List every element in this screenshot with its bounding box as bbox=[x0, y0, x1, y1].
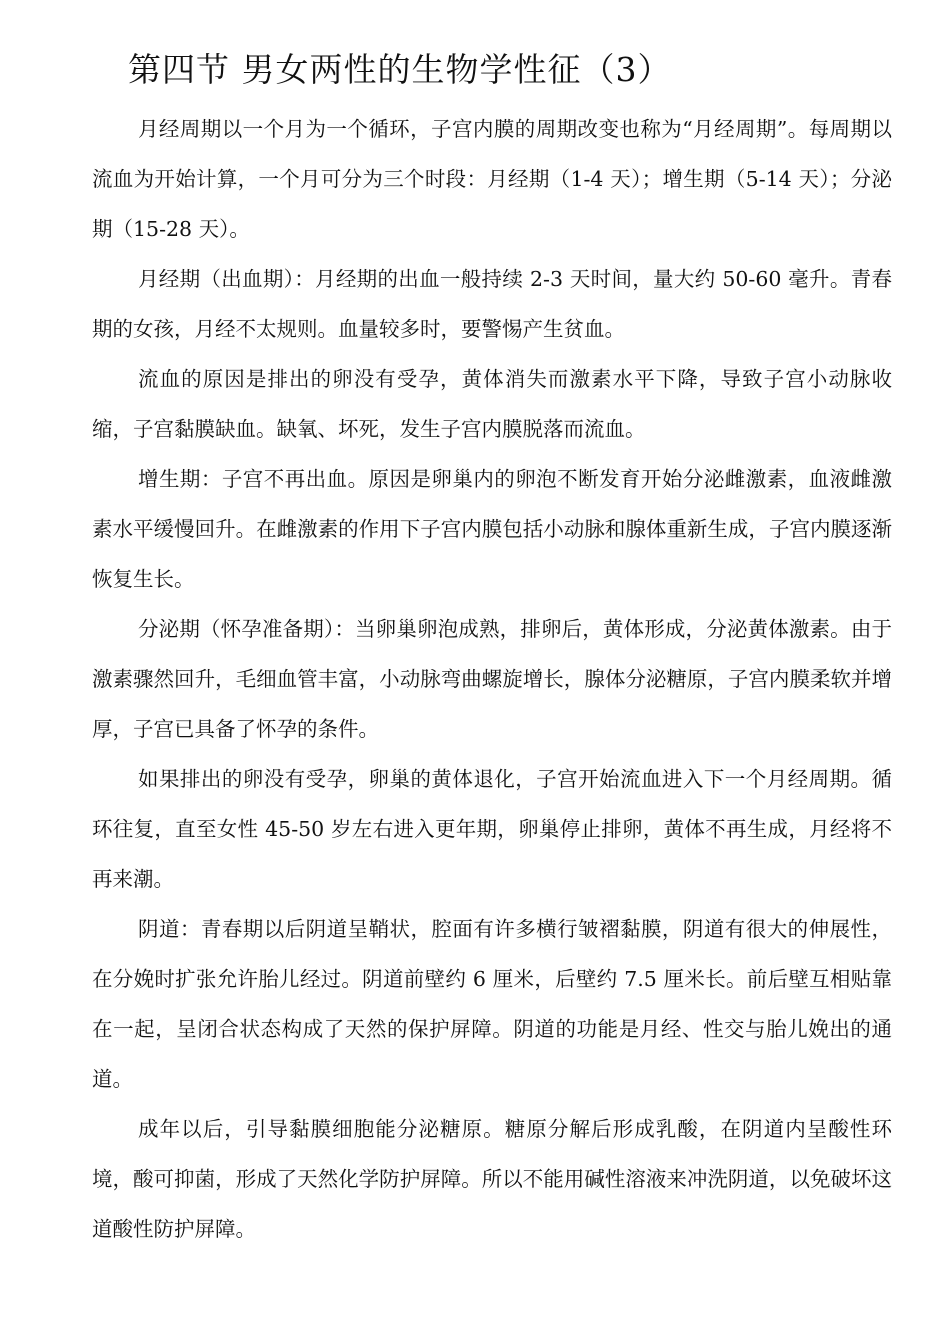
body-text bbox=[92, 104, 892, 1254]
paragraph-acid-barrier: 成年以后，引导黏膜细胞能分泌糖原。糖原分解后形成乳酸，在阴道内呈酸性环境，酸可抑菌，形成了天然化学防护屏障。所以不能用碱性溶液来冲洗阴道，以免破坏这道酸性防护屏障。 bbox=[92, 1117, 892, 1241]
paragraph-proliferative-phase: 增生期：子宫不再出血。原因是卵巢内的卵泡不断发育开始分泌雌激素，血液雌激素水平缓慢回升。在雌激素的作用下子宫内膜包括小动脉和腺体重新生成，子宫内膜逐渐恢复生长。 bbox=[92, 467, 892, 591]
paragraph-secretory-phase: 分泌期（怀孕准备期）：当卵巢卵泡成熟，排卵后，黄体形成，分泌黄体激素。由于激素骤然回升，毛细血管丰富，小动脉弯曲螺旋增长，腺体分泌糖原，子宫内膜柔软并增厚，子宫已具备了怀孕的条件。 bbox=[92, 617, 892, 741]
paragraph-bleeding-cause: 流血的原因是排出的卵没有受孕，黄体消失而激素水平下降，导致子宫小动脉收缩，子宫黏膜缺血。缺氧、坏死，发生子宫内膜脱落而流血。 bbox=[92, 367, 892, 441]
page-title: 第四节 男女两性的生物学性征（3） bbox=[128, 50, 672, 89]
paragraph-menstrual-cycle: 月经周期以一个月为一个循环，子宫内膜的周期改变也称为“月经周期”。每周期以流血为开始计算，一个月可分为三个时段：月经期（1-4 天）；增生期（5-14 天）；分泌期（15-28 天）。 bbox=[92, 117, 892, 241]
paragraph-vagina: 阴道：青春期以后阴道呈鞘状，腔面有许多横行皱褶黏膜，阴道有很大的伸展性，在分娩时扩张允许胎儿经过。阴道前壁约 6 厘米，后壁约 7.5 厘米长。前后壁互相贴靠在一起，呈闭合状态构成了天然的保护屏障。阴道的功能是月经、性交与胎儿娩出的通道。 bbox=[92, 917, 892, 1091]
paragraph-cycle-repeat: 如果排出的卵没有受孕，卵巢的黄体退化，子宫开始流血进入下一个月经周期。循环往复，直至女性 45-50 岁左右进入更年期，卵巢停止排卵，黄体不再生成，月经将不再来潮。 bbox=[92, 767, 892, 891]
paragraph-menstrual-phase: 月经期（出血期）：月经期的出血一般持续 2-3 天时间，量大约 50-60 毫升。青春期的女孩，月经不太规则。血量较多时，要警惕产生贫血。 bbox=[92, 267, 892, 341]
